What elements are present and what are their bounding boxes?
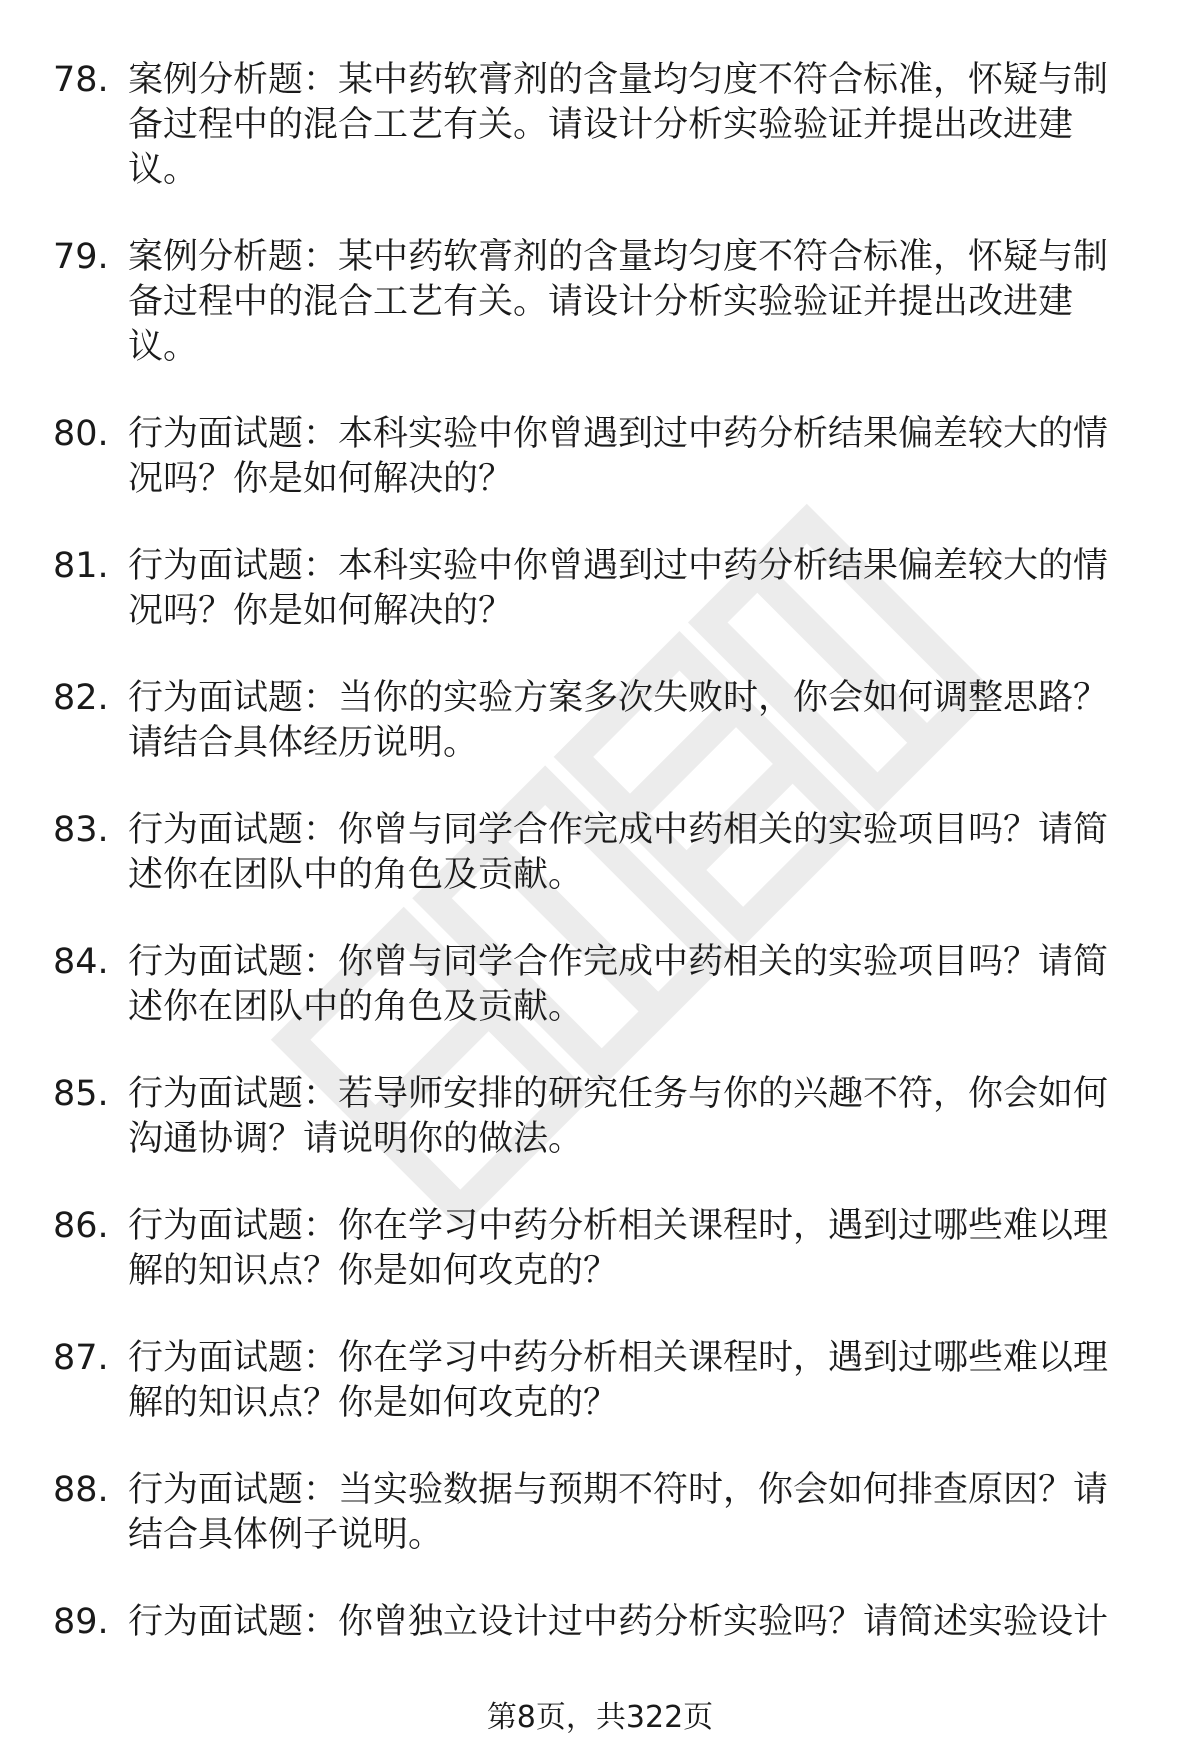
question-text: 行为面试题：当你的实验方案多次失败时，你会如何调整思路？请结合具体经历说明。 xyxy=(128,678,1109,763)
question-number: 87. xyxy=(53,1338,109,1378)
question-text: 行为面试题：本科实验中你曾遇到过中药分析结果偏差较大的情况吗？你是如何解决的？ xyxy=(128,414,1109,499)
question-text: 行为面试题：本科实验中你曾遇到过中药分析结果偏差较大的情况吗？你是如何解决的？ xyxy=(128,546,1109,631)
question-item xyxy=(0,1204,1200,1294)
question-number: 78. xyxy=(53,60,109,100)
question-number: 79. xyxy=(53,237,109,277)
question-number: 82. xyxy=(53,678,109,718)
question-item xyxy=(0,676,1200,766)
question-item xyxy=(0,808,1200,898)
question-text: 案例分析题：某中药软膏剂的含量均匀度不符合标准，怀疑与制备过程中的混合工艺有关。请设计分析实验验证并提出改进建议。 xyxy=(128,60,1109,190)
question-item xyxy=(0,544,1200,634)
question-number: 88. xyxy=(53,1470,109,1510)
question-number: 83. xyxy=(53,810,109,850)
question-item xyxy=(0,1600,1200,1645)
question-number: 89. xyxy=(53,1602,109,1642)
question-text: 行为面试题：你在学习中药分析相关课程时，遇到过哪些难以理解的知识点？你是如何攻克的？ xyxy=(128,1338,1109,1423)
question-text: 行为面试题：你曾独立设计过中药分析实验吗？请简述实验设计 xyxy=(128,1602,1109,1642)
question-number: 85. xyxy=(53,1074,109,1114)
question-number: 81. xyxy=(53,546,109,586)
question-text: 行为面试题：当实验数据与预期不符时，你会如何排查原因？请结合具体例子说明。 xyxy=(128,1470,1109,1555)
question-item xyxy=(0,1072,1200,1162)
question-number: 86. xyxy=(53,1206,109,1246)
question-item xyxy=(0,412,1200,502)
question-item xyxy=(0,1468,1200,1558)
question-text: 行为面试题：你曾与同学合作完成中药相关的实验项目吗？请简述你在团队中的角色及贡献。 xyxy=(128,942,1109,1027)
page-footer: 第8页，共322页 xyxy=(486,1700,714,1735)
question-list xyxy=(0,58,1200,1687)
question-item xyxy=(0,235,1200,370)
question-number: 80. xyxy=(53,414,109,454)
question-text: 行为面试题：你曾与同学合作完成中药相关的实验项目吗？请简述你在团队中的角色及贡献。 xyxy=(128,810,1109,895)
question-text: 案例分析题：某中药软膏剂的含量均匀度不符合标准，怀疑与制备过程中的混合工艺有关。请设计分析实验验证并提出改进建议。 xyxy=(128,237,1109,367)
question-item xyxy=(0,940,1200,1030)
question-text: 行为面试题：你在学习中药分析相关课程时，遇到过哪些难以理解的知识点？你是如何攻克的？ xyxy=(128,1206,1109,1291)
question-item xyxy=(0,1336,1200,1426)
question-item xyxy=(0,58,1200,193)
question-number: 84. xyxy=(53,942,109,982)
question-text: 行为面试题：若导师安排的研究任务与你的兴趣不符，你会如何沟通协调？请说明你的做法。 xyxy=(128,1074,1109,1159)
